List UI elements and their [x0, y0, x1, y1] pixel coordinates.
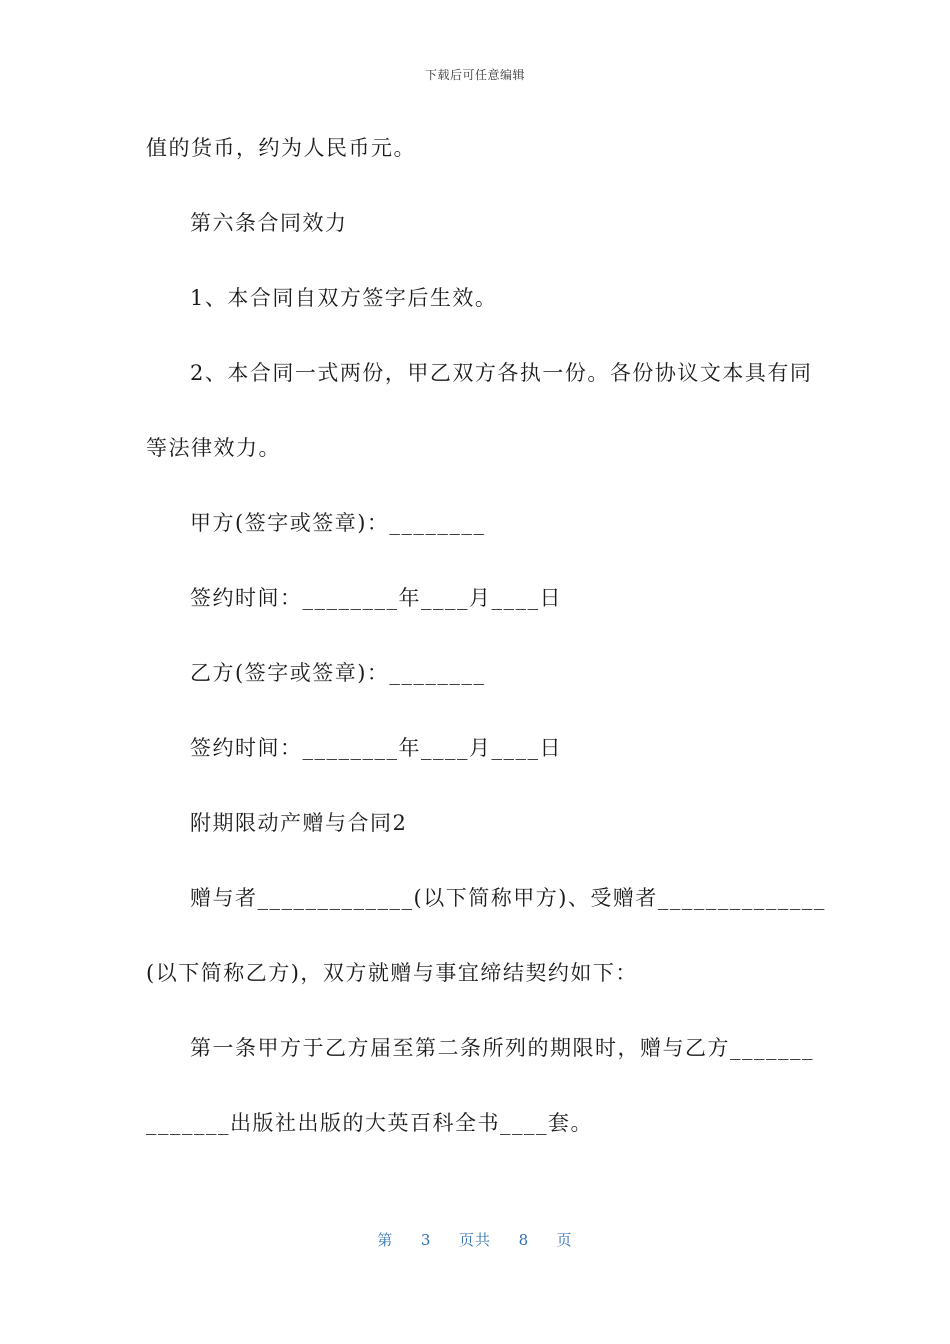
- line-text: 1、本合同自双方签字后生效。: [190, 286, 498, 310]
- page-header-note: 下载后可任意编辑: [424, 68, 525, 82]
- line-text: 签约时间：________年____月____日: [190, 736, 562, 760]
- page-suffix: 页: [556, 1231, 573, 1249]
- paragraph-line-12: [146, 956, 806, 1031]
- paragraph-line-5: [146, 431, 806, 506]
- line-text: 等法律效力。: [146, 436, 281, 460]
- line-text: 签约时间：________年____月____日: [190, 586, 562, 610]
- party-b-sign-date-line: [146, 731, 806, 806]
- line-text: (以下简称乙方)，双方就赠与事宜缔结契约如下：: [146, 961, 638, 985]
- paragraph-line-4: [146, 356, 813, 431]
- contract-title: [146, 806, 806, 881]
- line-text: _______出版社出版的大英百科全书____套。: [146, 1111, 593, 1135]
- line-text: 甲方(签字或签章)：________: [190, 511, 486, 535]
- party-b-signature-line: [146, 656, 806, 731]
- party-a-sign-date-line: [146, 581, 806, 656]
- paragraph-line-3: [146, 281, 806, 356]
- line-text: 2、本合同一式两份，甲乙双方各执一份。各份协议文本具有同: [190, 361, 813, 385]
- paragraph-line-13: [146, 1031, 814, 1106]
- paragraph-line-11: [146, 881, 826, 956]
- page-middle: 页共: [458, 1231, 491, 1249]
- paragraph-line-14: [146, 1106, 806, 1181]
- page-footer: [0, 1229, 950, 1250]
- line-text: 乙方(签字或签章)：________: [190, 661, 486, 685]
- section-heading: 第六条合同效力: [190, 211, 348, 235]
- current-page-number: 3: [420, 1231, 432, 1249]
- paragraph-line-2: [146, 206, 806, 281]
- line-text: 附期限动产赠与合同2: [190, 811, 408, 835]
- paragraph-line-1: [146, 131, 806, 206]
- page-prefix: 第: [377, 1231, 394, 1249]
- party-a-signature-line: [146, 506, 806, 581]
- line-text: 第一条甲方于乙方届至第二条所列的期限时，赠与乙方_______: [190, 1036, 814, 1060]
- total-pages-number: 8: [518, 1231, 530, 1249]
- document-body: [146, 131, 826, 1181]
- line-text: 赠与者_____________(以下简称甲方)、受赠者______________: [190, 886, 826, 910]
- line-text: 值的货币，约为人民币元。: [146, 136, 416, 160]
